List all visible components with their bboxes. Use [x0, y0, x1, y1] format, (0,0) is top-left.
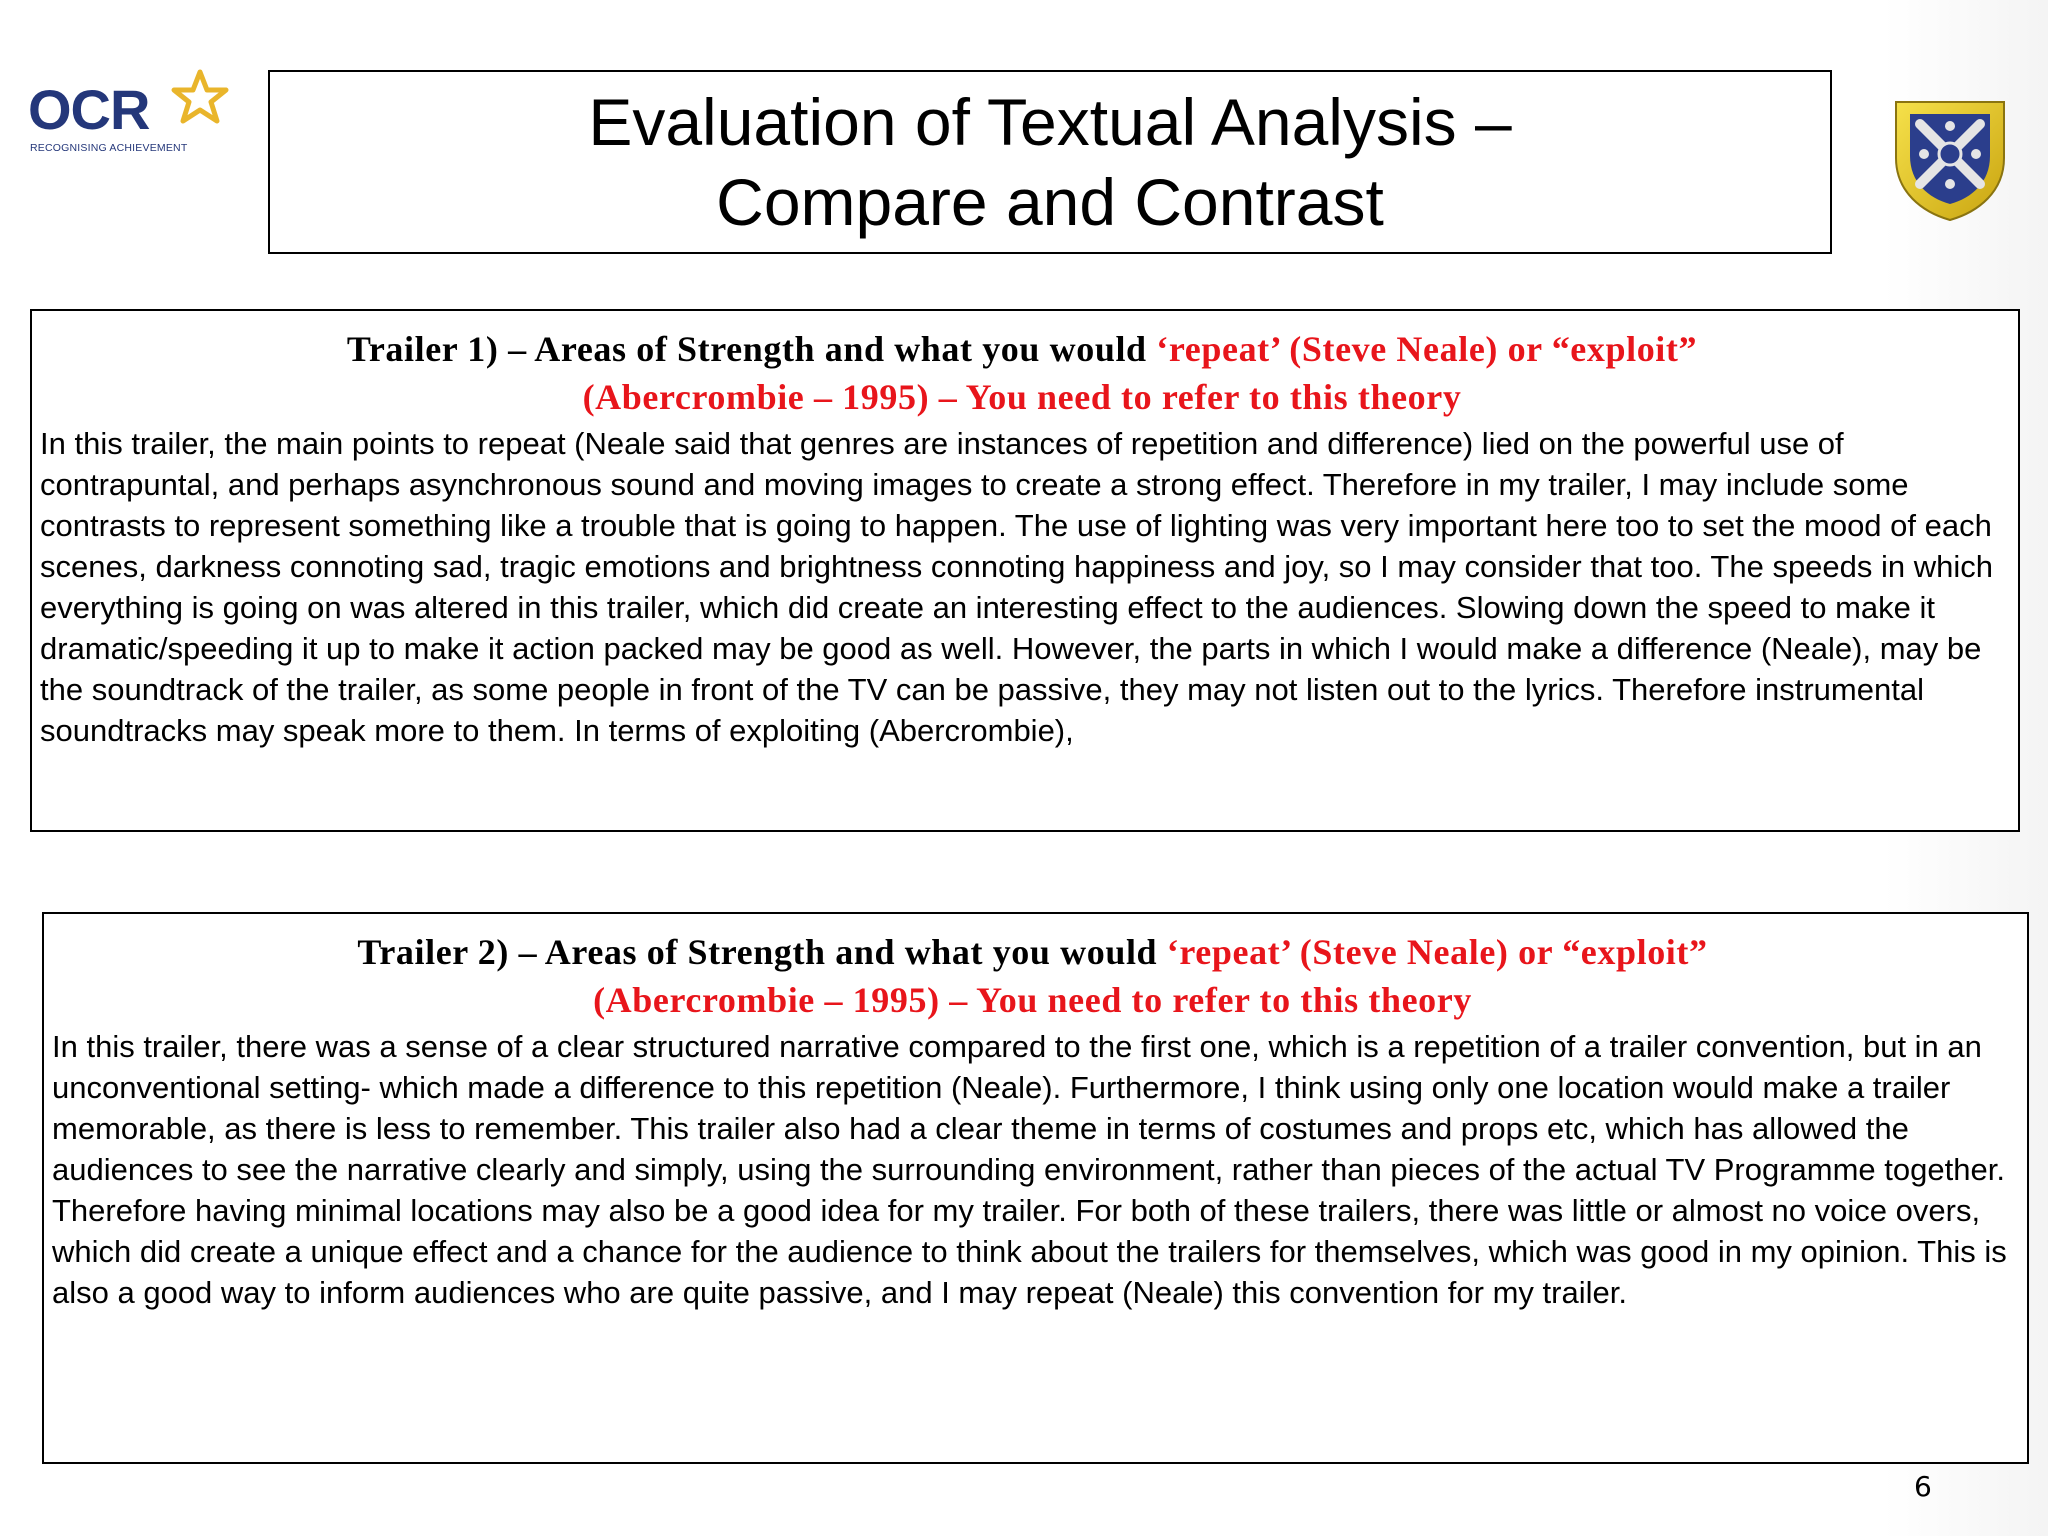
page-number: 6 [1914, 1470, 1932, 1503]
trailer-2-panel [42, 912, 2029, 1464]
trailer-2-heading [52, 928, 2013, 1024]
page-title-line-2: Compare and Contrast [716, 165, 1384, 239]
star-icon [170, 68, 230, 128]
trailer-1-panel [30, 309, 2020, 832]
trailer-1-body: In this trailer, the main points to repeat (Neale said that genres are instances of repetition and difference) lied on the powerful use of contrapuntal, and perhaps asynchronous sound and moving images to create a strong effect. Therefore in my trailer, I may include some contrasts to represent something like a trouble that is going to happen. The use of lighting was very important here too to set the mood of each scenes, darkness connoting sad, tragic emotions and brightness connoting happiness and joy, so I may consider that too. The speeds in which everything is going on was altered in this trailer, which did create an interesting effect to the audiences. Slowing down the speed to make it dramatic/speeding it up to make it action packed may be good as well. However, the parts in which I would make a difference (Neale), may be the soundtrack of the trailer, as some people in front of the TV can be passive, they may not listen out to the lyrics. Therefore instrumental soundtracks may speak more to them. In terms of exploiting (Abercrombie), [40, 426, 1994, 748]
page-title-line-1: Evaluation of Textual Analysis – [588, 85, 1512, 159]
trailer-2-heading-red-1: ‘repeat’ (Steve Neale) or “exploit” [1166, 932, 1708, 972]
school-crest-icon [1890, 96, 2010, 224]
trailer-1-heading-red-2: (Abercrombie – 1995) – You need to refer to this theory [582, 377, 1462, 417]
trailer-2-heading-black: Trailer 2) – Areas of Strength and what you would [357, 932, 1167, 972]
trailer-2-body: In this trailer, there was a sense of a clear structured narrative compared to the first one, which is a repetition of a trailer convention, but in an unconventional setting- which made a difference to this repetition (Neale). Furthermore, I think using only one location would make a trailer memorable, as there is less to remember. This trailer also had a clear theme in terms of costumes and props etc, which has allowed the audiences to see the narrative clearly and simply, using the surrounding environment, rather than pieces of the actual TV Programme together. Therefore having minimal locations may also be a good idea for my trailer. For both of these trailers, there was little or almost no voice overs, which did create a unique effect and a chance for the audience to think about the trailers for themselves, which was good in my opinion. This is also a good way to inform audiences who are quite passive, and I may repeat (Neale) this convention for my trailer. [52, 1029, 2007, 1310]
trailer-1-heading-red-1: ‘repeat’ (Steve Neale) or “exploit” [1156, 329, 1698, 369]
trailer-1-heading [40, 325, 2004, 421]
ocr-tagline: RECOGNISING ACHIEVEMENT [30, 142, 188, 154]
trailer-1-heading-black: Trailer 1) – Areas of Strength and what you would [346, 329, 1157, 369]
title-box [268, 70, 1832, 254]
ocr-logo [28, 68, 218, 158]
trailer-2-heading-red-2: (Abercrombie – 1995) – You need to refer to this theory [593, 980, 1472, 1020]
ocr-wordmark: OCR [28, 78, 150, 141]
